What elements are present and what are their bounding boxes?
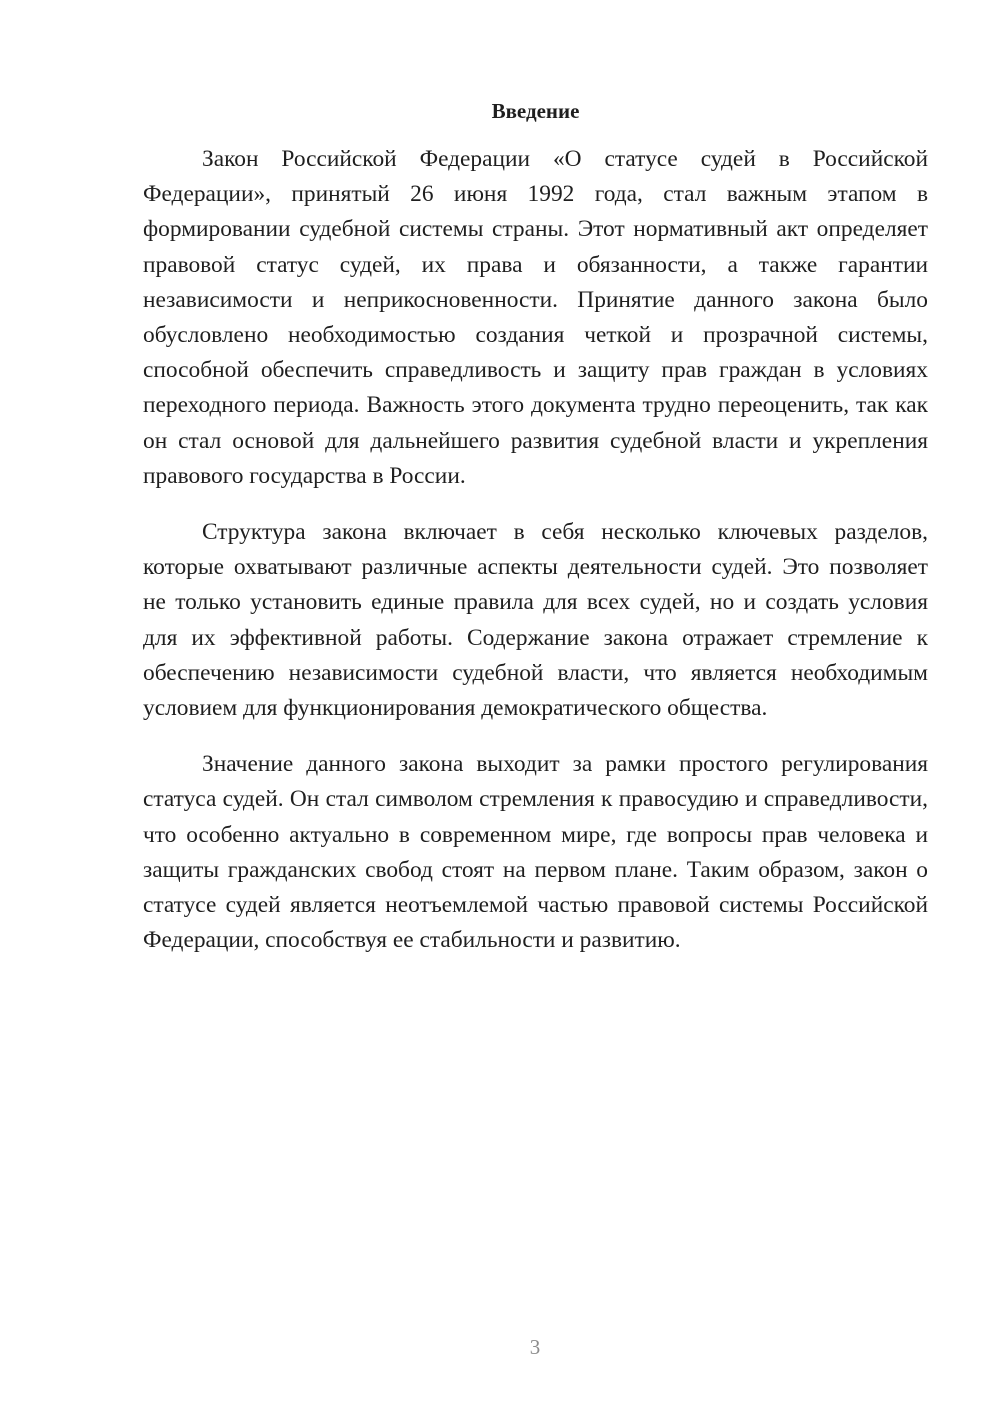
paragraph: Закон Российской Федерации «О статусе судей в Российской Федерации», принятый 26 июня 1992 года, стал важным этапом в формировании судебной системы страны. Этот нормативный акт определяет правовой статус судей, их права и обязанности, а также гарантии независимости и неприкосновенности. Принятие данного закона было обусловлено необходимостью создания четкой и прозрачной системы, способной обеспечить справедливость и защиту прав граждан в условиях переходного периода. Важность этого документа трудно переоценить, так как он стал основой для дальнейшего развития судебной власти и укрепления правового государства в России. [143,146,928,489]
body-text [143,142,928,979]
paragraph: Значение данного закона выходит за рамки простого регулирования статуса судей. Он стал символом стремления к правосудию и справедливости, что особенно актуально в современном мире, где вопросы прав человека и защиты гражданских свобод стоят на первом плане. Таким образом, закон о статусе судей является неотъемлемой частью правовой системы Российской Федерации, способствуя ее стабильности и развитию. [143,751,928,954]
paragraph: Структура закона включает в себя несколько ключевых разделов, которые охватывают различные аспекты деятельности судей. Это позволяет не только установить единые правила для всех судей, но и создать условия для их эффективной работы. Содержание закона отражает стремление к обеспечению независимости судебной власти, что является необходимым условием для функционирования демократического общества. [143,519,928,722]
section-heading: Введение [491,99,580,123]
page-number: 3 [529,1335,541,1359]
